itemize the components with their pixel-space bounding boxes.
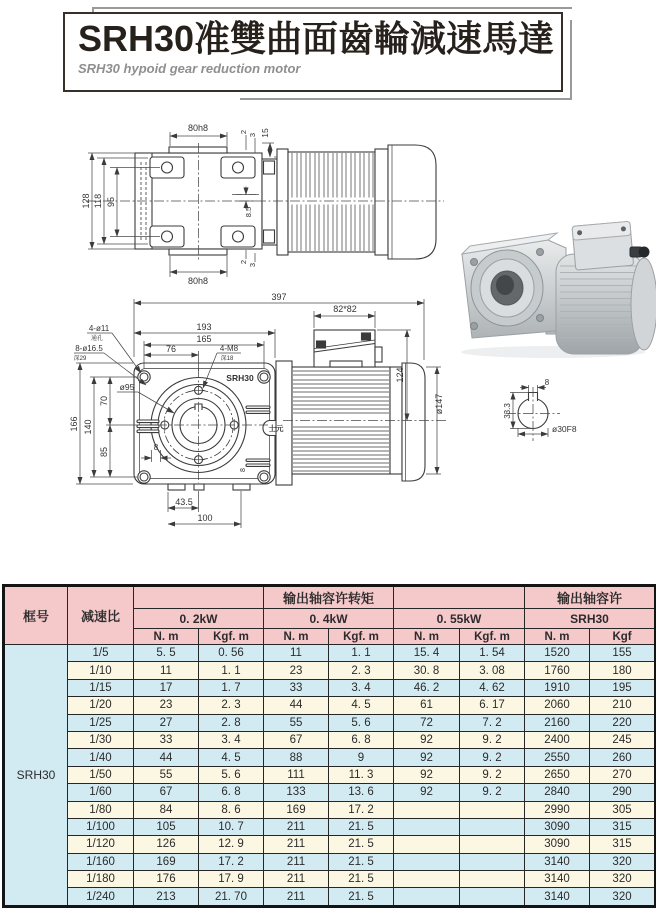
value-cell: [460, 818, 525, 835]
value-cell: 6. 8: [329, 731, 394, 748]
ratio-cell: 1/5: [68, 645, 134, 662]
dimension-label: 8: [544, 378, 550, 387]
value-cell: [460, 888, 525, 906]
value-cell: 9. 2: [460, 784, 525, 801]
value-cell: 46. 2: [394, 679, 460, 696]
dimension-label: 深29: [73, 356, 87, 362]
value-cell: 23: [264, 662, 329, 679]
value-cell: 21. 5: [329, 871, 394, 888]
dimension-label: 3: [248, 132, 257, 138]
dimension-label: 85: [99, 446, 109, 458]
value-cell: 1760: [525, 662, 590, 679]
value-cell: 180: [590, 662, 656, 679]
value-cell: 320: [590, 853, 656, 870]
dimension-label: 通孔: [90, 336, 104, 342]
value-cell: 9. 2: [460, 749, 525, 766]
value-cell: 290: [590, 784, 656, 801]
value-cell: 211: [264, 836, 329, 853]
dimension-label: 166: [69, 416, 79, 432]
value-cell: 72: [394, 714, 460, 731]
dimension-label: 3: [248, 262, 257, 268]
value-cell: 245: [590, 731, 656, 748]
value-cell: 17. 2: [329, 801, 394, 818]
unit-col-header: Kgf: [590, 629, 656, 645]
value-cell: 21. 5: [329, 818, 394, 835]
value-cell: 3140: [525, 853, 590, 870]
ratio-cell: 1/120: [68, 836, 134, 853]
value-cell: 84: [134, 801, 199, 818]
value-cell: 315: [590, 836, 656, 853]
value-cell: 105: [134, 818, 199, 835]
group-header-blank: [394, 586, 525, 609]
value-cell: 213: [134, 888, 199, 906]
value-cell: 133: [264, 784, 329, 801]
value-cell: 10. 7: [199, 818, 264, 835]
value-cell: 2990: [525, 801, 590, 818]
value-cell: 9: [329, 749, 394, 766]
value-cell: 176: [134, 871, 199, 888]
group-header-torque: 输出轴容许转矩: [264, 586, 394, 609]
value-cell: 2650: [525, 766, 590, 783]
value-cell: 17: [134, 679, 199, 696]
value-cell: 169: [264, 801, 329, 818]
dimension-label: 8: [153, 443, 159, 452]
frame-cell: SRH30: [4, 645, 68, 907]
value-cell: 320: [590, 888, 656, 906]
dimension-label: 33.3: [503, 403, 512, 419]
drawing-front-view: [74, 299, 448, 528]
value-cell: 1. 7: [199, 679, 264, 696]
value-cell: 17. 2: [199, 853, 264, 870]
value-cell: 3140: [525, 888, 590, 906]
value-cell: 44: [264, 697, 329, 714]
table-row: [4, 888, 656, 906]
value-cell: 2400: [525, 731, 590, 748]
value-cell: 88: [264, 749, 329, 766]
value-cell: 2550: [525, 749, 590, 766]
table-row: [4, 784, 656, 801]
value-cell: [460, 871, 525, 888]
value-cell: 92: [394, 766, 460, 783]
dimension-label: 80h8: [187, 123, 209, 133]
ratio-cell: 1/10: [68, 662, 134, 679]
dimension-label: 165: [196, 334, 212, 344]
value-cell: [460, 853, 525, 870]
value-cell: 9. 2: [460, 731, 525, 748]
ratio-cell: 1/40: [68, 749, 134, 766]
dimension-label: 4-M8: [219, 344, 239, 353]
table-row: [4, 662, 656, 679]
ratio-cell: 1/100: [68, 818, 134, 835]
value-cell: 1. 54: [460, 645, 525, 662]
dimension-label: 95: [106, 196, 116, 208]
value-cell: 126: [134, 836, 199, 853]
dimension-label: 128: [81, 193, 91, 209]
ratio-cell: 1/80: [68, 801, 134, 818]
table-row: [4, 766, 656, 783]
value-cell: 169: [134, 853, 199, 870]
value-cell: 5. 5: [134, 645, 199, 662]
table-row: [4, 871, 656, 888]
value-cell: 155: [590, 645, 656, 662]
value-cell: 2840: [525, 784, 590, 801]
dimension-label: ø95: [119, 382, 135, 392]
value-cell: 320: [590, 871, 656, 888]
value-cell: 2. 8: [199, 714, 264, 731]
value-cell: [394, 871, 460, 888]
value-cell: 1. 1: [329, 645, 394, 662]
value-cell: [460, 801, 525, 818]
value-cell: 33: [134, 731, 199, 748]
dimension-label: 8.5: [244, 206, 253, 218]
col-header-ratio: 减速比: [68, 586, 134, 645]
unit-col-header: N. m: [134, 629, 199, 645]
value-cell: 27: [134, 714, 199, 731]
dimension-label: 4-ø11: [88, 324, 110, 333]
power-col-header: 0. 55kW: [394, 609, 525, 629]
value-cell: 3140: [525, 871, 590, 888]
group-header-allow: 输出轴容许: [525, 586, 656, 609]
product-photo: [461, 221, 656, 358]
unit-col-header: Kgf. m: [460, 629, 525, 645]
value-cell: 4. 5: [329, 697, 394, 714]
value-cell: 315: [590, 818, 656, 835]
dimension-label: 118: [93, 193, 103, 209]
value-cell: 3. 08: [460, 662, 525, 679]
dimension-label: 100: [197, 513, 213, 523]
value-cell: [394, 888, 460, 906]
ratio-cell: 1/20: [68, 697, 134, 714]
value-cell: 211: [264, 871, 329, 888]
ratio-cell: 1/160: [68, 853, 134, 870]
dimension-label: ø30F8: [552, 424, 577, 434]
value-cell: 21. 5: [329, 836, 394, 853]
value-cell: 5. 6: [329, 714, 394, 731]
dimension-label: 82*82: [333, 304, 357, 314]
table-row: [4, 836, 656, 853]
value-cell: [394, 801, 460, 818]
value-cell: 5. 6: [199, 766, 264, 783]
value-cell: [394, 853, 460, 870]
ratio-cell: 1/15: [68, 679, 134, 696]
value-cell: 67: [264, 731, 329, 748]
value-cell: 11: [134, 662, 199, 679]
value-cell: 30. 8: [394, 662, 460, 679]
table-row: [4, 679, 656, 696]
ratio-cell: 1/30: [68, 731, 134, 748]
value-cell: 4. 62: [460, 679, 525, 696]
value-cell: 3. 4: [329, 679, 394, 696]
value-cell: 92: [394, 784, 460, 801]
dimension-label: 70: [99, 395, 109, 407]
value-cell: 1. 1: [199, 662, 264, 679]
value-cell: 11. 3: [329, 766, 394, 783]
unit-col-header: Kgf. m: [199, 629, 264, 645]
drawing-top-view: [86, 129, 444, 277]
value-cell: 7. 2: [460, 714, 525, 731]
power-col-header: 0. 2kW: [134, 609, 264, 629]
dimension-label: 8: [240, 468, 247, 472]
value-cell: 4. 5: [199, 749, 264, 766]
value-cell: 55: [134, 766, 199, 783]
value-cell: 21. 70: [199, 888, 264, 906]
value-cell: 17. 9: [199, 871, 264, 888]
unit-col-header: N. m: [394, 629, 460, 645]
value-cell: 270: [590, 766, 656, 783]
table-row: [4, 853, 656, 870]
dimension-label: 深18: [220, 356, 234, 362]
dimension-label: 193: [196, 322, 212, 332]
value-cell: 12. 9: [199, 836, 264, 853]
page-subtitle: SRH30 hypoid gear reduction motor: [78, 61, 301, 77]
table-row: [4, 801, 656, 818]
value-cell: 67: [134, 784, 199, 801]
col-header-frame: 框号: [4, 586, 68, 645]
dimension-label: 2: [239, 259, 248, 265]
dimension-label: 8-ø16.5: [75, 344, 103, 353]
unit-col-header: Kgf. m: [329, 629, 394, 645]
table-row: [4, 645, 656, 662]
table-row: [4, 697, 656, 714]
value-cell: 0. 56: [199, 645, 264, 662]
unit-col-header: N. m: [264, 629, 329, 645]
value-cell: 33: [264, 679, 329, 696]
value-cell: 211: [264, 888, 329, 906]
value-cell: 55: [264, 714, 329, 731]
value-cell: [394, 818, 460, 835]
value-cell: [460, 836, 525, 853]
value-cell: 11: [264, 645, 329, 662]
value-cell: 21. 5: [329, 888, 394, 906]
value-cell: 8. 6: [199, 801, 264, 818]
value-cell: 92: [394, 731, 460, 748]
value-cell: [394, 836, 460, 853]
dimension-label: 2: [239, 129, 248, 135]
value-cell: 1520: [525, 645, 590, 662]
dimension-label: SRH30: [226, 373, 254, 383]
value-cell: 21. 5: [329, 853, 394, 870]
value-cell: 2060: [525, 697, 590, 714]
value-cell: 92: [394, 749, 460, 766]
dimension-label: 43.5: [175, 497, 193, 507]
value-cell: 211: [264, 853, 329, 870]
value-cell: 3. 4: [199, 731, 264, 748]
ratio-cell: 1/50: [68, 766, 134, 783]
ratio-cell: 1/60: [68, 784, 134, 801]
unit-col-header: N. m: [525, 629, 590, 645]
power-col-header: SRH30: [525, 609, 656, 629]
spec-table: [2, 584, 656, 908]
value-cell: 3090: [525, 818, 590, 835]
table-row: [4, 714, 656, 731]
ratio-cell: 1/180: [68, 871, 134, 888]
value-cell: 3090: [525, 836, 590, 853]
value-cell: 23: [134, 697, 199, 714]
dimension-label: 80h8: [187, 276, 209, 286]
value-cell: 1910: [525, 679, 590, 696]
dimension-label: 士元: [268, 424, 284, 433]
table-row: [4, 731, 656, 748]
value-cell: 260: [590, 749, 656, 766]
value-cell: 220: [590, 714, 656, 731]
value-cell: 2160: [525, 714, 590, 731]
table-row: [4, 749, 656, 766]
value-cell: 15. 4: [394, 645, 460, 662]
power-col-header: 0. 4kW: [264, 609, 394, 629]
dimension-label: 15: [260, 128, 270, 138]
dimension-label: ø147: [434, 393, 444, 415]
value-cell: 2. 3: [199, 697, 264, 714]
value-cell: 305: [590, 801, 656, 818]
dimension-label: 397: [271, 292, 287, 302]
value-cell: 44: [134, 749, 199, 766]
table-row: [4, 818, 656, 835]
value-cell: 13. 6: [329, 784, 394, 801]
dimension-label: 140: [83, 419, 93, 435]
dimension-label: 124: [395, 367, 405, 383]
value-cell: 61: [394, 697, 460, 714]
value-cell: 6. 8: [199, 784, 264, 801]
value-cell: 2. 3: [329, 662, 394, 679]
ratio-cell: 1/240: [68, 888, 134, 906]
value-cell: 6. 17: [460, 697, 525, 714]
dimension-label: 76: [165, 344, 177, 354]
page-title: SRH30准雙曲面齒輪減速馬達: [78, 18, 555, 59]
group-header-blank: [134, 586, 264, 609]
ratio-cell: 1/25: [68, 714, 134, 731]
value-cell: 9. 2: [460, 766, 525, 783]
value-cell: 111: [264, 766, 329, 783]
value-cell: 211: [264, 818, 329, 835]
value-cell: 195: [590, 679, 656, 696]
value-cell: 210: [590, 697, 656, 714]
